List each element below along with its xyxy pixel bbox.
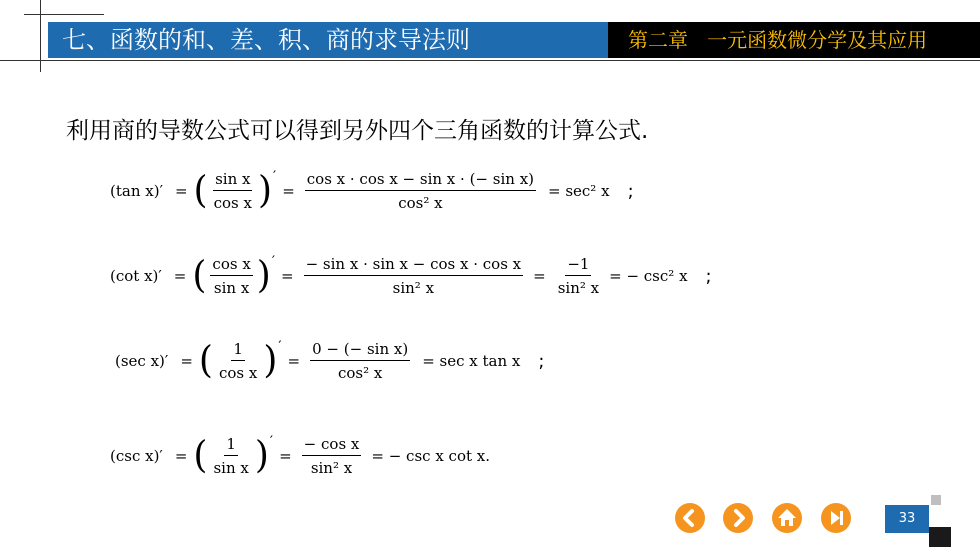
formula-csc: [110, 435, 490, 477]
denominator: sin² x: [310, 459, 353, 477]
denominator: cos x: [213, 194, 252, 212]
formula-tan-result: = sec² x: [548, 182, 610, 200]
prime-mark: ′: [278, 339, 282, 355]
home-icon: [772, 503, 802, 533]
denominator: cos² x: [398, 194, 443, 212]
equals-sign: =: [287, 352, 301, 370]
prev-button[interactable]: [675, 503, 705, 533]
chapter-title: 第二章 一元函数微分学及其应用: [608, 22, 980, 58]
formula-csc-lhs: (csc x)′: [110, 447, 163, 465]
decor-square-black: [929, 527, 951, 547]
denominator: sin² x: [557, 279, 600, 297]
fraction: [556, 255, 601, 297]
prime-mark: ′: [269, 434, 274, 450]
left-paren: (: [192, 253, 207, 297]
equals-sign: =: [282, 182, 295, 200]
separator: ;: [627, 180, 634, 202]
numerator: − cos x: [302, 435, 362, 456]
left-paren: (: [193, 433, 208, 477]
equals-sign: =: [173, 267, 187, 285]
denominator: sin x: [213, 459, 249, 477]
fraction: [310, 340, 410, 382]
intro-text: 利用商的导数公式可以得到另外四个三角函数的计算公式.: [66, 118, 649, 144]
equals-sign: =: [281, 267, 294, 285]
denominator: cos x: [218, 364, 258, 382]
chevron-left-icon: [675, 503, 705, 533]
paren-group: [194, 170, 277, 212]
decor-square-gray: [931, 495, 941, 505]
numerator: − sin x · sin x − cos x · cos x: [304, 255, 524, 276]
right-paren: ): [256, 253, 271, 297]
page-number: 33: [885, 505, 929, 533]
formula-tan-lhs: (tan x)′: [110, 182, 163, 200]
right-paren: ): [257, 168, 272, 212]
equals-sign: =: [533, 267, 546, 285]
formula-sec-lhs: (sec x)′: [115, 352, 169, 370]
decor-line-horizontal: [0, 60, 980, 61]
formula-cot-lhs: (cot x)′: [110, 267, 162, 285]
fraction: [212, 170, 254, 212]
denominator: sin x: [213, 279, 250, 297]
prime-mark: ′: [273, 169, 277, 185]
formula-cot: [110, 255, 712, 297]
next-button[interactable]: [723, 503, 753, 533]
separator: ;: [705, 265, 712, 287]
numerator: −1: [565, 255, 591, 276]
numerator: cos x · cos x − sin x · (− sin x): [305, 170, 536, 191]
equals-sign: =: [174, 447, 188, 465]
equals-sign: =: [180, 352, 193, 370]
numerator: sin x: [213, 170, 252, 191]
last-page-icon: [821, 503, 851, 533]
fraction: [217, 340, 259, 382]
numerator: 1: [224, 435, 238, 456]
formula-csc-result: = − csc x cot x.: [371, 447, 490, 465]
fraction: [302, 435, 362, 477]
paren-group: [199, 340, 282, 382]
decor-line-top: [24, 14, 104, 15]
home-button[interactable]: [772, 503, 802, 533]
equals-sign: =: [279, 447, 292, 465]
numerator: 1: [231, 340, 245, 361]
denominator: cos² x: [337, 364, 383, 382]
paren-group: [192, 255, 275, 297]
left-paren: (: [198, 338, 213, 382]
formula-tan: [110, 170, 634, 212]
right-paren: ): [263, 338, 278, 382]
prime-mark: ′: [271, 254, 276, 270]
formula-cot-result: = − csc² x: [609, 267, 688, 285]
last-page-button[interactable]: [821, 503, 851, 533]
left-paren: (: [193, 168, 208, 212]
chevron-right-icon: [723, 503, 753, 533]
formula-sec-result: = sec x tan x: [422, 352, 521, 370]
fraction: [210, 255, 252, 297]
denominator: sin² x: [392, 279, 435, 297]
right-paren: ): [254, 433, 269, 477]
paren-group: [193, 435, 273, 477]
equals-sign: =: [174, 182, 188, 200]
numerator: cos x: [210, 255, 252, 276]
fraction: [304, 255, 524, 297]
section-title: 七、函数的和、差、积、商的求导法则: [48, 22, 608, 58]
separator: ;: [538, 350, 545, 372]
fraction: [211, 435, 250, 477]
formula-sec: [115, 340, 544, 382]
numerator: 0 − (− sin x): [310, 340, 410, 361]
fraction: [305, 170, 536, 212]
decor-line-vertical: [40, 0, 41, 72]
